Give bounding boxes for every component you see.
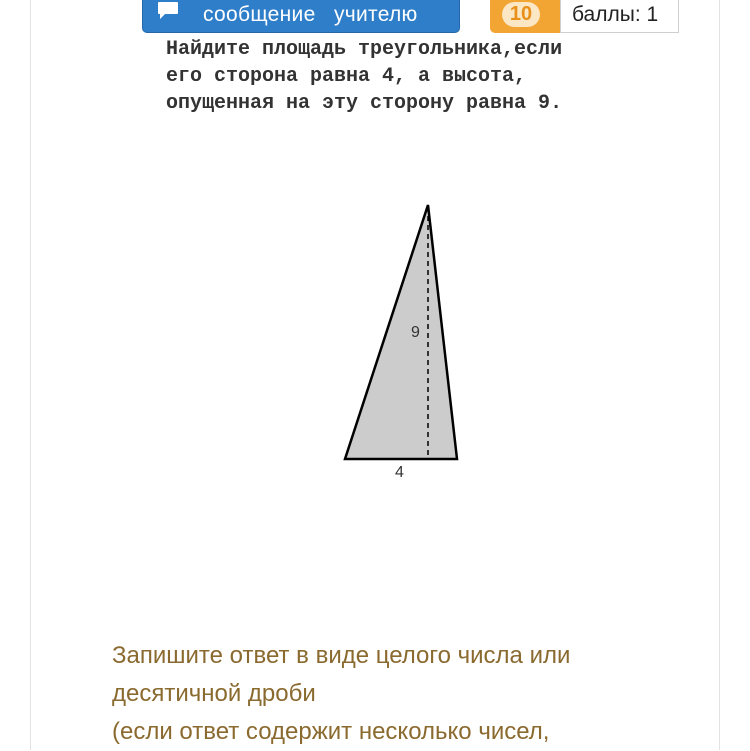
score-badge [490, 0, 560, 33]
speech-bubble-icon [157, 1, 179, 21]
message-teacher-label: сообщение учителю [203, 3, 418, 26]
base-label: 4 [395, 464, 404, 481]
triangle-figure [330, 195, 480, 485]
task-line: опущенная на эту сторону равна 9. [166, 92, 563, 115]
task-line: Найдите площадь треугольника,если [166, 38, 563, 61]
task-statement [166, 36, 562, 117]
height-label: 9 [411, 324, 420, 341]
task-line: его сторона равна 4, а высота, [166, 65, 527, 88]
message-teacher-button[interactable] [142, 0, 460, 33]
triangle-shape [345, 205, 457, 459]
instruction-line: десятичной дроби [112, 680, 316, 707]
instruction-line: Запишите ответ в виде целого числа или [112, 642, 571, 669]
answer-instruction [112, 637, 692, 751]
score-value: 10 [502, 2, 540, 27]
points-label: баллы: 1 [560, 0, 679, 33]
instruction-line: (если ответ содержит несколько чисел, [112, 718, 550, 745]
